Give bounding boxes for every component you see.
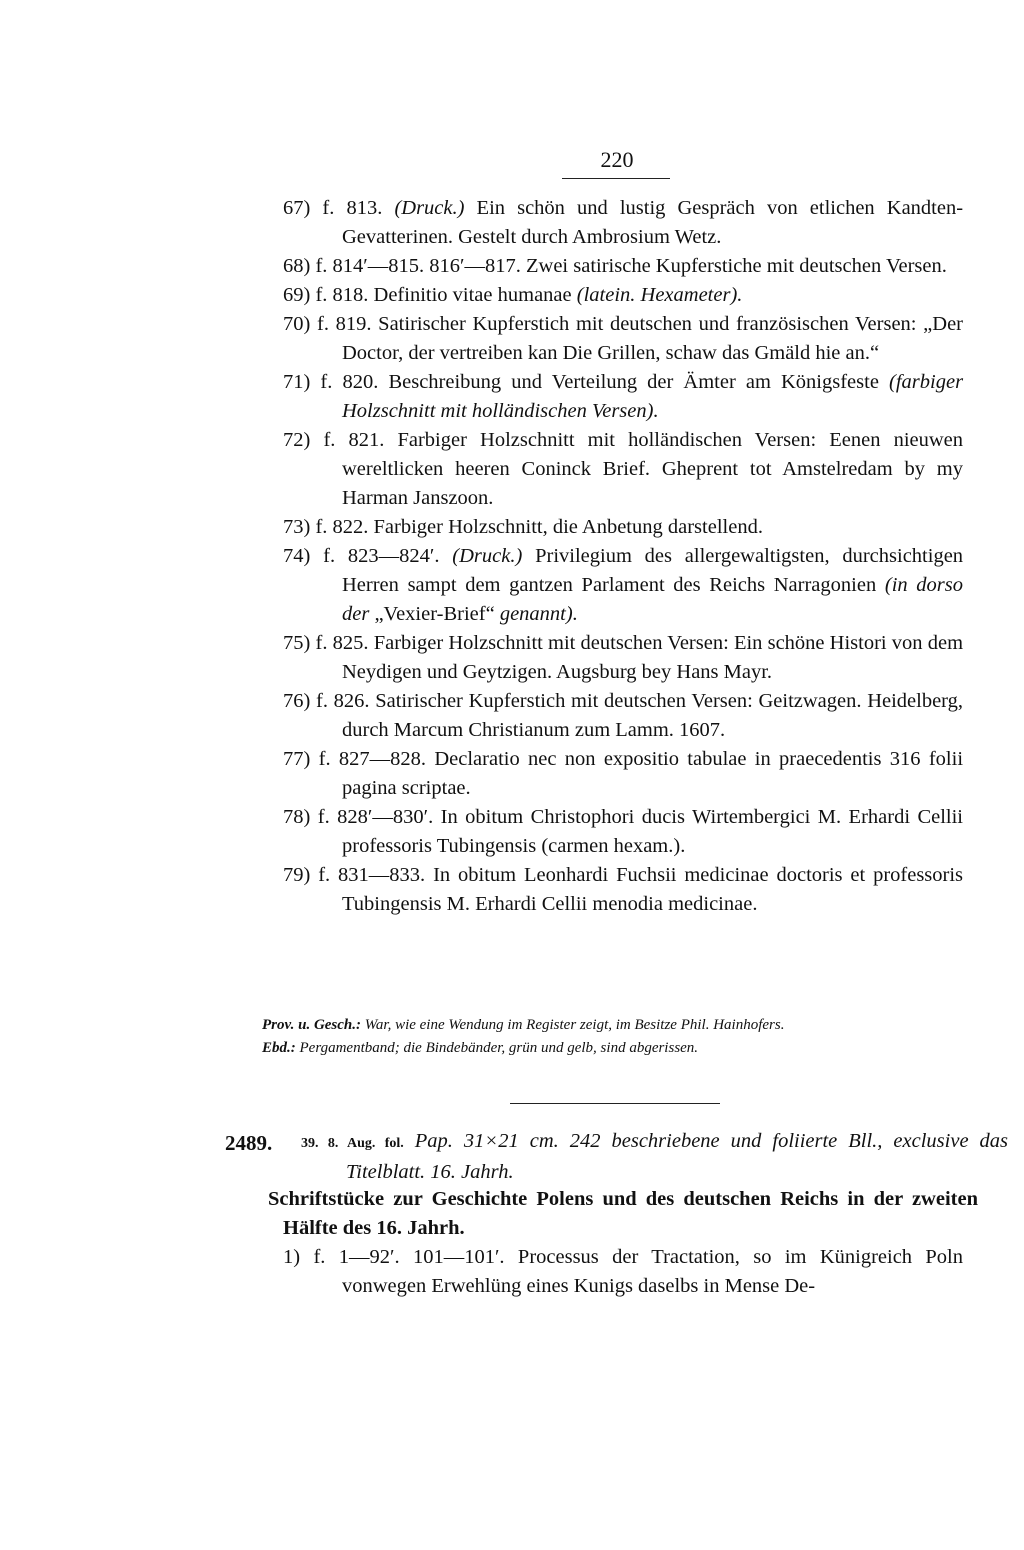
entry-text: Beschreibung und Verteilung der Ämter am Königsfeste xyxy=(388,371,879,393)
entry-number: 74) xyxy=(283,545,311,567)
entry-text: Privilegium des allergewaltigsten, durchsichtigen Herren sampt dem gantzen Parlament des Reichs Narragonien xyxy=(342,545,964,596)
provenance-notes xyxy=(262,1014,962,1060)
note-key: Prov. u. Gesch.: xyxy=(262,1017,362,1033)
page-number-rule xyxy=(562,178,670,179)
entry-number: 68) xyxy=(283,255,311,277)
folio-ref: f. 814′—815. 816′—817. xyxy=(315,255,521,277)
entry-78 xyxy=(283,803,963,861)
folio-ref: f. 826. xyxy=(316,690,370,712)
entry-note: genannt). xyxy=(499,603,578,625)
entry-74 xyxy=(283,542,963,629)
entry-70 xyxy=(283,310,963,368)
folio-ref: f. 818. xyxy=(315,284,369,306)
entry-text: Declaratio nec non expositio tabulae in praecedentis 316 folii pagina scriptae. xyxy=(342,748,964,799)
entry-number: 69) xyxy=(283,284,311,306)
entry-number: 73) xyxy=(283,516,311,538)
entry-text: Ein schön und lustig Gespräch von etlichen Kandten-Gevatterinen. Gestelt durch Ambrosium Wetz. xyxy=(342,197,964,248)
entry-number: 79) xyxy=(283,864,311,886)
entry-list xyxy=(283,194,963,919)
entry-number: 75) xyxy=(283,632,311,654)
catalog-item-list xyxy=(283,1243,963,1301)
entry-text: Farbiger Holzschnitt mit holländischen Versen: Eenen nieuwen wereltlicken heeren Coninck Brief. Gheprent tot Amstelredam by my Harman Janszoon. xyxy=(342,429,964,509)
entry-note: (Druck.) xyxy=(452,545,523,567)
entry-text: Zwei satirische Kupferstiche mit deutschen Versen. xyxy=(526,255,947,277)
entry-text: Farbiger Holzschnitt, die Anbetung darstellend. xyxy=(373,516,763,538)
entry-text: In obitum Leonhardi Fuchsii medicinae doctoris et professoris Tubingensis M. Erhardi Cellii menodia medicinae. xyxy=(342,864,964,915)
page-number: 220 xyxy=(600,147,634,172)
entry-number: 67) xyxy=(283,197,311,219)
entry-73 xyxy=(283,513,963,542)
folio-ref: f. 831—833. xyxy=(318,864,426,886)
entry-67 xyxy=(283,194,963,252)
catalog-title: Schriftstücke zur Geschichte Polens und des deutschen Reichs in der zweiten Hälfte des 16. Jahrh. xyxy=(268,1188,978,1239)
entry-text: Satirischer Kupferstich mit deutschen und französischen Versen: „Der Doctor, der vertreiben kan Die Grillen, schaw das Gmäld hie an.“ xyxy=(342,313,963,364)
physical-description: Pap. 31×21 cm. 242 beschriebene und foliierte Bll., exclusive das Titelblatt. 16. Jahrh. xyxy=(346,1130,1009,1183)
entry-71 xyxy=(283,368,963,426)
note-text: Pergamentband; die Bindebänder, grün und gelb, sind abgerissen. xyxy=(299,1040,699,1056)
entry-68 xyxy=(283,252,963,281)
entry-text: Processus der Tractation, so im Künigreich Poln vonwegen Erwehlüng eines Kunigs daselbs in Mense De- xyxy=(342,1246,964,1297)
entry-note: (Druck.) xyxy=(394,197,465,219)
entry-number: 1) xyxy=(283,1246,301,1268)
folio-ref: f. 822. xyxy=(315,516,369,538)
entry-text: Satirischer Kupferstich mit deutschen Versen: Geitzwagen. Heidelberg, durch Marcum Christianum zum Lamm. 1607. xyxy=(342,690,964,741)
entry-77 xyxy=(283,745,963,803)
entry-number: 78) xyxy=(283,806,311,828)
folio-ref: f. 828′—830′. xyxy=(317,806,434,828)
folio-ref: f. 813. xyxy=(322,197,383,219)
folio-ref: f. 827—828. xyxy=(318,748,427,770)
entry-79 xyxy=(283,861,963,919)
catalog-item xyxy=(283,1243,963,1301)
binding-note xyxy=(262,1037,962,1060)
folio-ref: f. 1—92′. 101—101′. xyxy=(313,1246,505,1268)
entry-text: „Vexier-Brief“ xyxy=(374,603,495,625)
provenance-note xyxy=(262,1014,962,1037)
entry-69 xyxy=(283,281,963,310)
catalog-header xyxy=(301,1127,1008,1187)
entry-note: (latein. Hexameter). xyxy=(576,284,743,306)
entry-number: 76) xyxy=(283,690,311,712)
entry-number: 77) xyxy=(283,748,311,770)
entry-note: (farbiger Holzschnitt mit holländischen Versen). xyxy=(342,371,964,422)
shelfmark: 39. 8. Aug. fol. xyxy=(301,1136,404,1151)
entry-text: In obitum Christophori ducis Wirtembergici M. Erhardi Cellii professoris Tubingensis (carmen hexam.). xyxy=(342,806,964,857)
entry-text: Definitio vitae humanae xyxy=(373,284,572,306)
note-text: War, wie eine Wendung im Register zeigt, im Besitze Phil. Hainhofers. xyxy=(364,1017,785,1033)
entry-76 xyxy=(283,687,963,745)
section-separator xyxy=(510,1103,720,1104)
folio-ref: f. 825. xyxy=(315,632,369,654)
entry-note: (in dorso der xyxy=(342,574,964,625)
entry-number: 71) xyxy=(283,371,311,393)
entry-72 xyxy=(283,426,963,513)
folio-ref: f. 823—824′. xyxy=(323,545,440,567)
folio-ref: f. 820. xyxy=(320,371,379,393)
entry-number: 70) xyxy=(283,313,311,335)
entry-text: Farbiger Holzschnitt mit deutschen Versen: Ein schöne Histori von dem Neydigen und Geytzigen. Augsburg bey Hans Mayr. xyxy=(342,632,964,683)
note-key: Ebd.: xyxy=(262,1040,296,1056)
folio-ref: f. 819. xyxy=(317,313,372,335)
entry-number: 72) xyxy=(283,429,311,451)
catalog-number: 2489. xyxy=(225,1131,273,1155)
folio-ref: f. 821. xyxy=(323,429,385,451)
entry-75 xyxy=(283,629,963,687)
